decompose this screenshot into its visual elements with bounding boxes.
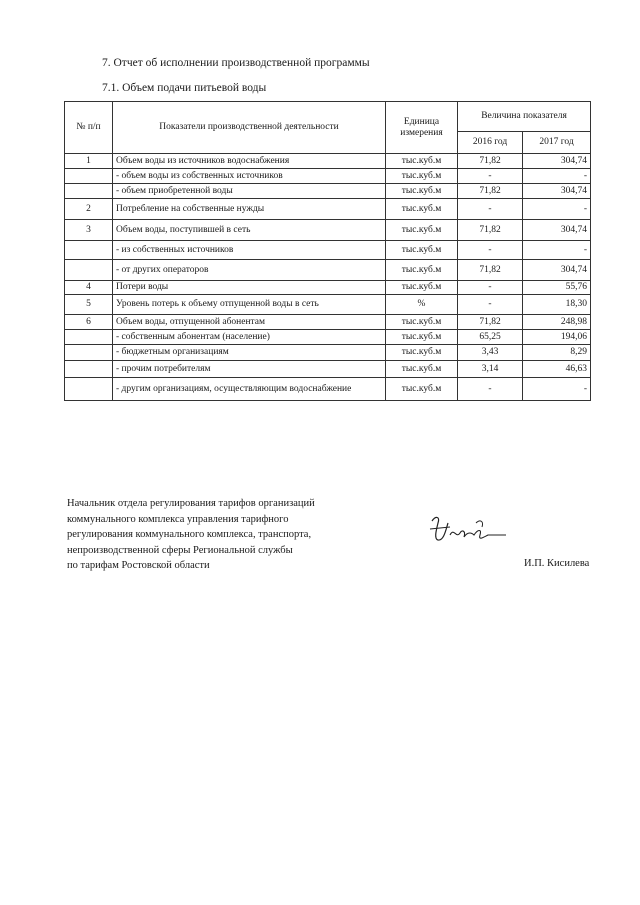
table-row bbox=[65, 281, 591, 295]
table-row bbox=[65, 199, 591, 220]
row-unit-cell: тыс.куб.м bbox=[386, 330, 458, 345]
row-indicator-cell: - собственным абонентам (население) bbox=[113, 330, 386, 345]
row-num-cell: 6 bbox=[65, 315, 113, 330]
row-unit-cell: тыс.куб.м bbox=[386, 378, 458, 401]
row-value-2017-cell: 304,74 bbox=[523, 220, 591, 241]
row-unit-cell: тыс.куб.м bbox=[386, 220, 458, 241]
row-indicator-cell: Объем воды из источников водоснабжения bbox=[113, 154, 386, 169]
signer-title-line: коммунального комплекса управления тарифного bbox=[67, 513, 289, 525]
row-indicator-cell: - прочим потребителям bbox=[113, 361, 386, 378]
row-value-2017-cell: 55,76 bbox=[523, 281, 591, 295]
row-value-2017-cell: - bbox=[523, 378, 591, 401]
header-num: № п/п bbox=[65, 102, 113, 154]
table-row bbox=[65, 295, 591, 315]
row-indicator-cell: Уровень потерь к объему отпущенной воды в сеть bbox=[113, 295, 386, 315]
row-indicator-cell: - другим организациям, осуществляющим водоснабжение bbox=[113, 378, 386, 401]
row-num-cell: 3 bbox=[65, 220, 113, 241]
row-value-2017-cell: 8,29 bbox=[523, 345, 591, 361]
row-value-2016-cell: - bbox=[458, 199, 523, 220]
row-value-2016-cell: 71,82 bbox=[458, 315, 523, 330]
table-header-row bbox=[65, 102, 591, 132]
row-unit-cell: тыс.куб.м bbox=[386, 260, 458, 281]
row-value-2017-cell: - bbox=[523, 199, 591, 220]
row-value-2016-cell: 3,43 bbox=[458, 345, 523, 361]
table-row bbox=[65, 315, 591, 330]
row-unit-cell: тыс.куб.м bbox=[386, 345, 458, 361]
row-value-2016-cell: - bbox=[458, 241, 523, 260]
row-unit-cell: тыс.куб.м bbox=[386, 199, 458, 220]
row-indicator-cell: Потребление на собственные нужды bbox=[113, 199, 386, 220]
header-year-2016: 2016 год bbox=[458, 132, 523, 154]
table-body bbox=[65, 154, 591, 401]
row-value-2016-cell: 3,14 bbox=[458, 361, 523, 378]
row-value-2017-cell: 248,98 bbox=[523, 315, 591, 330]
table-row bbox=[65, 169, 591, 184]
row-indicator-cell: - объем приобретенной воды bbox=[113, 184, 386, 199]
table-row bbox=[65, 184, 591, 199]
table-row bbox=[65, 241, 591, 260]
row-value-2016-cell: - bbox=[458, 281, 523, 295]
signer-title-line: непроизводственной сферы Региональной службы bbox=[67, 544, 293, 556]
row-num-cell bbox=[65, 169, 113, 184]
signature-block bbox=[67, 496, 315, 574]
table-row bbox=[65, 330, 591, 345]
row-unit-cell: тыс.куб.м bbox=[386, 361, 458, 378]
production-indicators-table bbox=[64, 101, 591, 401]
handwritten-signature bbox=[426, 509, 508, 549]
row-indicator-cell: Объем воды, отпущенной абонентам bbox=[113, 315, 386, 330]
row-value-2016-cell: - bbox=[458, 169, 523, 184]
header-year-2017: 2017 год bbox=[523, 132, 591, 154]
row-num-cell bbox=[65, 361, 113, 378]
row-indicator-cell: - от других операторов bbox=[113, 260, 386, 281]
table-row bbox=[65, 361, 591, 378]
row-indicator-cell: - из собственных источников bbox=[113, 241, 386, 260]
row-unit-cell: тыс.куб.м bbox=[386, 184, 458, 199]
row-unit-cell: тыс.куб.м bbox=[386, 241, 458, 260]
row-value-2016-cell: 71,82 bbox=[458, 220, 523, 241]
row-unit-cell: тыс.куб.м bbox=[386, 315, 458, 330]
row-value-2017-cell: 18,30 bbox=[523, 295, 591, 315]
row-num-cell: 2 bbox=[65, 199, 113, 220]
signer-name: И.П. Кисилева bbox=[524, 558, 590, 569]
header-indicator: Показатели производственной деятельности bbox=[113, 102, 386, 154]
signer-title-line: по тарифам Ростовской области bbox=[67, 560, 210, 571]
subsection-heading: 7.1. Объем подачи питьевой воды bbox=[102, 82, 267, 94]
row-value-2017-cell: 304,74 bbox=[523, 154, 591, 169]
row-value-2017-cell: - bbox=[523, 241, 591, 260]
row-value-2016-cell: 65,25 bbox=[458, 330, 523, 345]
row-num-cell bbox=[65, 345, 113, 361]
row-num-cell: 1 bbox=[65, 154, 113, 169]
row-indicator-cell: - объем воды из собственных источников bbox=[113, 169, 386, 184]
row-value-2017-cell: 194,06 bbox=[523, 330, 591, 345]
signer-title-line: Начальник отдела регулирования тарифов организаций bbox=[67, 498, 315, 509]
row-num-cell bbox=[65, 378, 113, 401]
row-num-cell bbox=[65, 330, 113, 345]
table-row bbox=[65, 220, 591, 241]
table-row bbox=[65, 345, 591, 361]
row-value-2016-cell: - bbox=[458, 378, 523, 401]
row-num-cell: 5 bbox=[65, 295, 113, 315]
header-value-group: Величина показателя bbox=[458, 102, 591, 132]
table-row bbox=[65, 378, 591, 401]
row-value-2017-cell: 46,63 bbox=[523, 361, 591, 378]
row-indicator-cell: - бюджетным организациям bbox=[113, 345, 386, 361]
row-value-2017-cell: 304,74 bbox=[523, 184, 591, 199]
row-num-cell bbox=[65, 184, 113, 199]
row-unit-cell: тыс.куб.м bbox=[386, 281, 458, 295]
row-value-2016-cell: 71,82 bbox=[458, 260, 523, 281]
row-unit-cell: % bbox=[386, 295, 458, 315]
row-unit-cell: тыс.куб.м bbox=[386, 154, 458, 169]
signer-title-line: регулирования коммунального комплекса, транспорта, bbox=[67, 529, 312, 540]
row-value-2016-cell: 71,82 bbox=[458, 154, 523, 169]
header-unit: Единица измерения bbox=[386, 102, 458, 154]
row-value-2016-cell: 71,82 bbox=[458, 184, 523, 199]
row-value-2017-cell: - bbox=[523, 169, 591, 184]
row-value-2017-cell: 304,74 bbox=[523, 260, 591, 281]
row-indicator-cell: Потери воды bbox=[113, 281, 386, 295]
row-value-2016-cell: - bbox=[458, 295, 523, 315]
row-num-cell bbox=[65, 241, 113, 260]
section-heading: 7. Отчет об исполнении производственной программы bbox=[102, 57, 370, 69]
table-row bbox=[65, 154, 591, 169]
row-indicator-cell: Объем воды, поступившей в сеть bbox=[113, 220, 386, 241]
row-num-cell bbox=[65, 260, 113, 281]
table-row bbox=[65, 260, 591, 281]
row-unit-cell: тыс.куб.м bbox=[386, 169, 458, 184]
row-num-cell: 4 bbox=[65, 281, 113, 295]
